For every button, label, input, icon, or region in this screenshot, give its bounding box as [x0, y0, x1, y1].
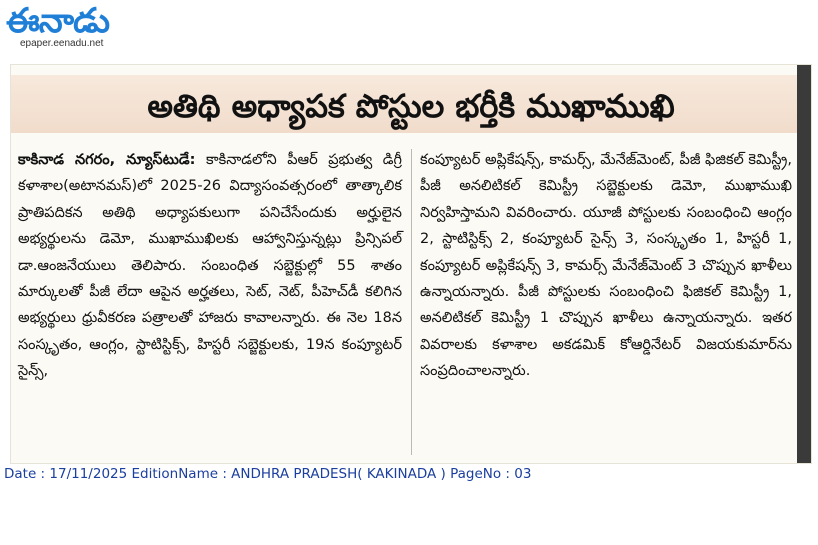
eenadu-logo — [6, 1, 136, 52]
article-dateline: కాకినాడ నగరం, న్యూస్‌టుడే: — [18, 152, 196, 168]
article-right-column — [420, 147, 792, 385]
site-url: epaper.eenadu.net — [20, 38, 104, 49]
article-left-column — [18, 147, 402, 385]
column-divider — [411, 149, 412, 455]
article-headline: అతిథి అధ్యాపక పోస్టుల భర్తీకి ముఖాముఖి — [147, 87, 675, 125]
logo-wordmark: ఈనాడు — [6, 1, 110, 41]
right-column-text: కంప్యూటర్ అప్లికేషన్స్, కామర్స్, మేనేజ్‌మెంట్, పీజీ ఫిజికల్ కెమిస్ట్రీ, పీజీ అనలిటికల్ కెమిస్ట్రీ సబ్జెక్టులకు డెమో, ముఖాముఖి నిర్వహిస్తామని వివరించారు. యూజీ పోస్టులకు సంబంధించి ఆంగ్లం 2, స్టాటిస్టిక్స్ 2, కంప్యూటర్ సైన్స్ 3, సంస్కృతం 1, హిస్టరీ 1, కంప్యూటర్ అప్లికేషన్స్ 3, కామర్స్ మేనేజ్‌మెంట్ 3 చొప్పున ఖాళీలు ఉన్నాయన్నారు. పీజీ పోస్టులకు సంబంధించి ఫిజికల్ కెమిస్ట్రీ 1, అనలిటికల్ కెమిస్ట్రీ 1 చొప్పున ఖాళీలు ఉన్నాయన్నారు. ఇతర వివరాలకు కళాశాల అకడమిక్ కోఆర్డినేటర్ విజయకుమార్‌ను సంప్రదించాలన్నారు. — [420, 152, 792, 380]
edition-info: Date : 17/11/2025 EditionName : ANDHRA PRADESH( KAKINADA ) PageNo : 03 — [4, 466, 532, 482]
news-clipping — [10, 64, 812, 464]
left-column-text: కాకినాడలోని పీఆర్ ప్రభుత్వ డిగ్రీ కళాశాల(అటానమస్)లో 2025-26 విద్యాసంవత్సరంలో తాత్కాలిక ప్రాతిపదికన అతిథి అధ్యాపకులుగా పనిచేసేందుకు అర్హులైన అభ్యర్థులను డెమో, ముఖాముఖిలకు ఆహ్వానిస్తున్నట్లు ప్రిన్సిపల్ డా.ఆంజనేయులు తెలిపారు. సంబంధిత సబ్జెక్టుల్లో 55 శాతం మార్కులతో పీజీ లేదా ఆపైన అర్హతలు, సెట్, నెట్, పీహెచ్‌డీ కలిగిన అభ్యర్థులు ధ్రువీకరణ పత్రాలతో హాజరు కావాలన్నారు. ఈ నెల 18న సంస్కృతం, ఆంగ్లం, స్టాటిస్టిక్స్, హిస్టరీ సబ్జెక్టులకు, 19న కంప్యూటర్ సైన్స్, — [18, 152, 402, 380]
clip-right-edge — [797, 65, 811, 463]
